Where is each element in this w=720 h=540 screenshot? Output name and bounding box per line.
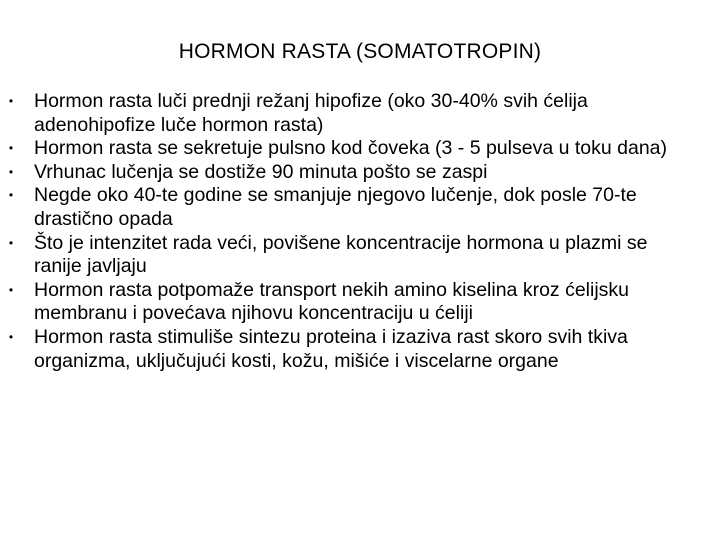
- bullet-item-2: [0, 137, 720, 161]
- bullet-text: Hormon rasta se sekretuje pulsno kod čoveka (3 - 5 pulseva u toku dana): [34, 137, 668, 160]
- bullet-item-6: [0, 279, 720, 326]
- bullet-text: Hormon rasta potpomaže transport nekih amino kiselina kroz ćelijsku membranu i povećava njihovu koncentraciju u ćeliji: [34, 278, 630, 325]
- bullet-text: Hormon rasta stimuliše sintezu proteina i izaziva rast skoro svih tkiva organizma, uključujući kosti, kožu, mišiće i viscelarne organe: [34, 325, 628, 372]
- bullet-text: Hormon rasta luči prednji režanj hipofize (oko 30-40% svih ćelija adenohipofize luče hormon rasta): [34, 90, 588, 136]
- bullet-item-4: [0, 184, 720, 231]
- bullet-dot-icon: •: [8, 188, 14, 203]
- bullet-dot-icon: •: [8, 235, 14, 250]
- bullet-text: Što je intenzitet rada veći, povišene koncentracije hormona u plazmi se ranije javljaju: [34, 231, 648, 278]
- bullet-dot-icon: •: [8, 282, 14, 297]
- bullet-list: [0, 90, 720, 373]
- bullet-item-3: [0, 161, 720, 185]
- bullet-dot-icon: •: [8, 329, 14, 344]
- bullet-dot-icon: •: [8, 141, 14, 156]
- bullet-item-7: [0, 326, 720, 373]
- bullet-text: Vrhunac lučenja se dostiže 90 minuta pošto se zaspi: [34, 160, 488, 183]
- bullet-item-5: [0, 232, 720, 279]
- bullet-item-1: [0, 90, 720, 137]
- bullet-text: Negde oko 40-te godine se smanjuje njegovo lučenje, dok posle 70-te drastično opada: [34, 184, 637, 230]
- slide-title: HORMON RASTA (SOMATOTROPIN): [178, 40, 542, 63]
- bullet-dot-icon: •: [8, 94, 14, 108]
- bullet-dot-icon: •: [8, 164, 14, 179]
